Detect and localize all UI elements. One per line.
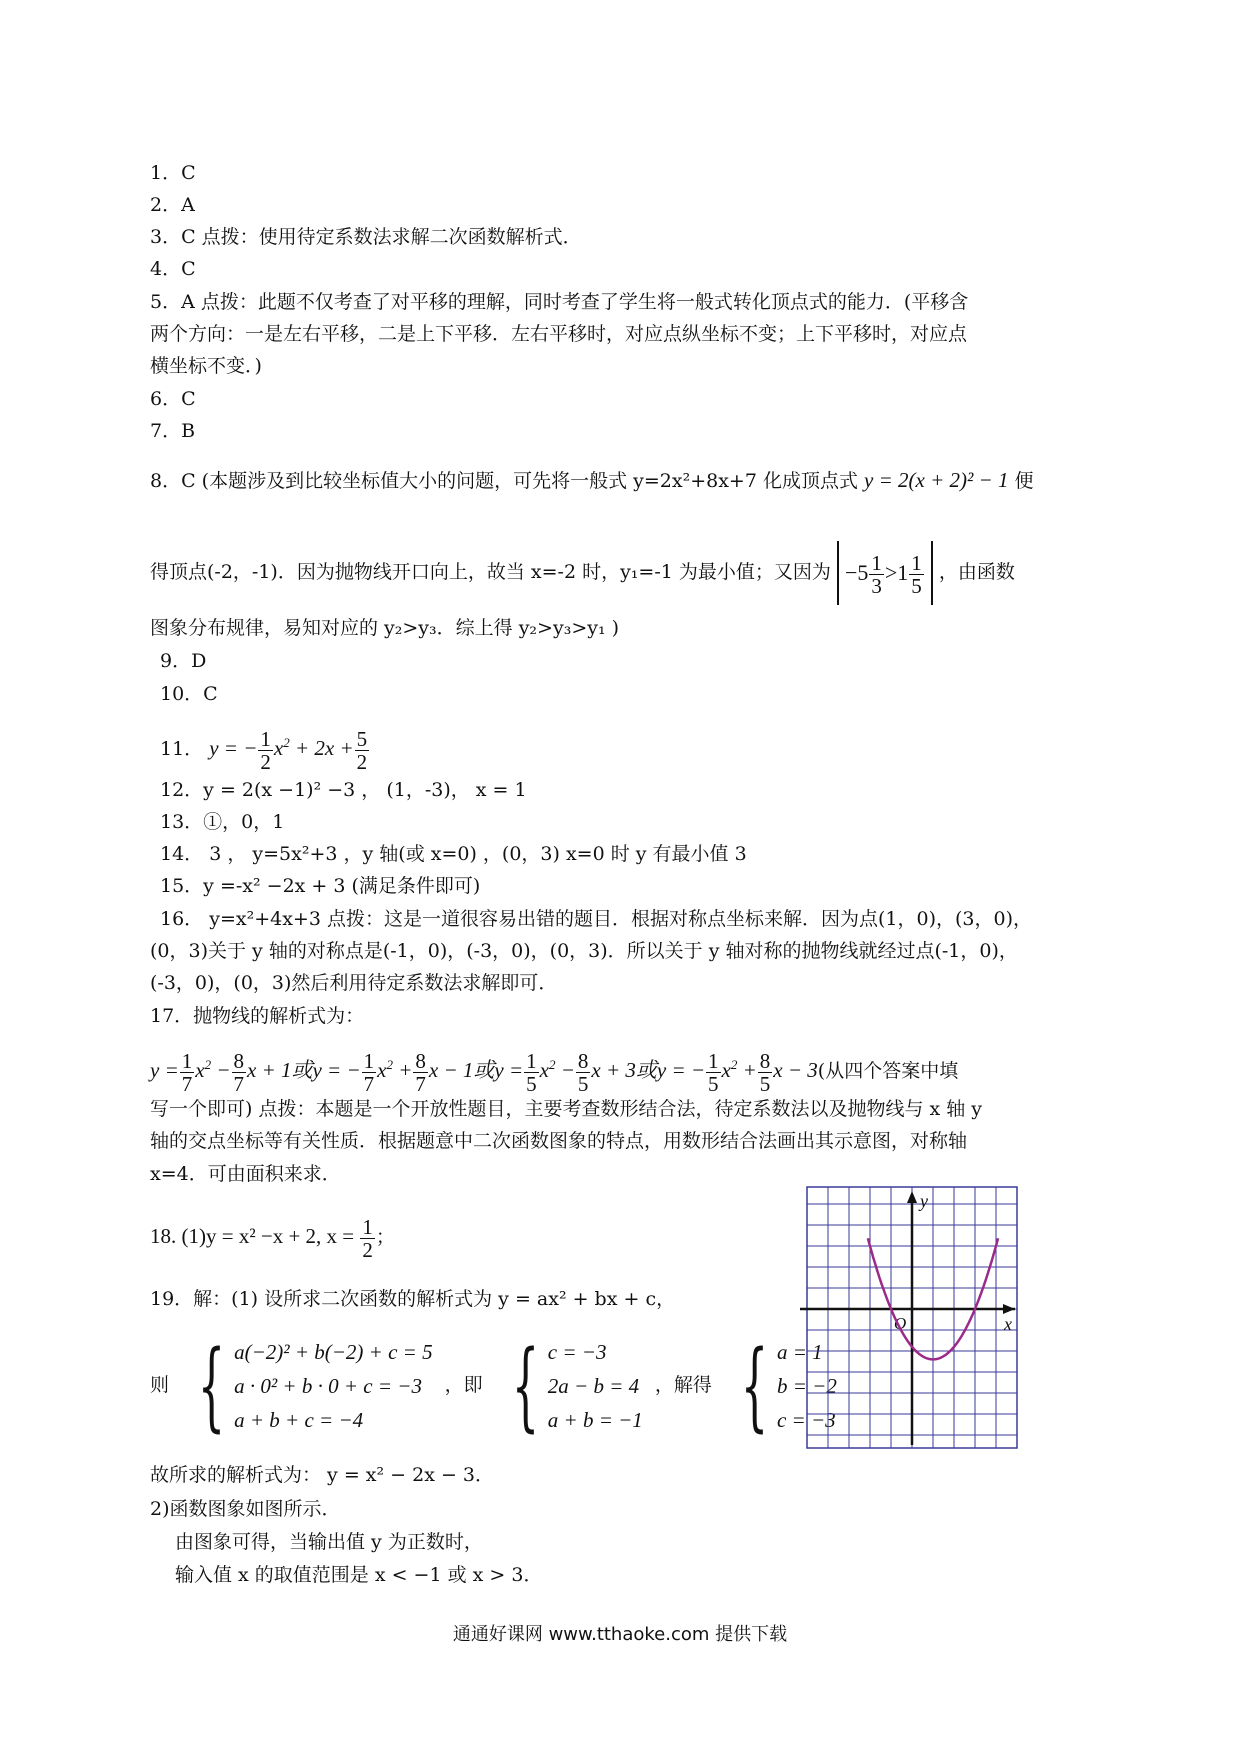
answer-19-line3: 由图象可得，当输出值 y 为正数时， <box>175 1531 483 1553</box>
answer-10: 10．C <box>160 683 218 705</box>
fraction-1-3: $\frac{1}{3}$ <box>871 551 882 599</box>
fraction-5-2: $\frac{5}{2}$ <box>356 726 368 774</box>
answer-3: 3．C 点拨：使用待定系数法求解二次函数解析式． <box>150 226 582 248</box>
answer-11: 11． y = − $\frac{1}{2}$ $x^2 + 2x$ + $\frac{5}{2}$ <box>160 726 368 774</box>
answer-17-line5: x=4．可由面积来求． <box>150 1163 341 1185</box>
answer-6: 6．C <box>150 388 196 410</box>
answer-9: 9．D <box>160 650 207 672</box>
y-axis-label: y <box>920 1191 928 1211</box>
answer-8-end: 便 <box>1014 470 1034 492</box>
answer-19-result: 故所求的解析式为： y = x² − 2x − 3． <box>150 1464 494 1486</box>
parabola-graph <box>800 1185 1020 1450</box>
answer-8-text2: 得顶点(-2，-1)．因为抛物线开口向上，故当 x=-2 时，y₁=-1 为最小值；又因为 <box>150 561 831 583</box>
answer-19-line1: 19．解：(1) 设所求二次函数的解析式为 y = ax² + bx + c， <box>150 1288 676 1310</box>
answer-17-line3: 写一个即可) 点拨：本题是一个开放性题目，主要考查数形结合法，待定系数法以及抛物线与 x 轴 y <box>150 1098 983 1120</box>
answer-8-end2: ，由函数 <box>938 561 1015 583</box>
answer-2: 2．A <box>150 194 195 216</box>
x-axis-arrow <box>1003 1304 1015 1314</box>
footer: 通通好课网 www.tthaoke.com 提供下载 <box>452 1624 788 1645</box>
answer-17-line1: 17．抛物线的解析式为： <box>150 1005 365 1027</box>
answer-1: 1．C <box>150 162 196 184</box>
answer-4: 4．C <box>150 258 196 280</box>
answer-8-line2 <box>150 541 1015 605</box>
answer-13: 13．①，0，1 <box>160 811 285 833</box>
answer-8-line1 <box>150 467 1034 494</box>
equation-system-3: { a = 1 b = −2 c = −3 <box>740 1330 837 1442</box>
x-axis-label: x <box>1004 1314 1012 1334</box>
answer-18: 18. (1)y = x² −x + 2, x = $\frac{1}{2}$ ； <box>150 1214 395 1262</box>
fraction-1-2b: $\frac{1}{2}$ <box>362 1214 373 1262</box>
answer-8-line3: 图象分布规律，易知对应的 y₂>y₃．综上得 y₂>y₃>y₁ ) <box>150 617 620 639</box>
answer-5-line3: 横坐标不变．) <box>150 355 262 377</box>
answer-5-line1: 5．A 点拨：此题不仅考查了对平移的理解，同时考查了学生将一般式转化顶点式的能力．(平移含 <box>150 291 969 313</box>
answer-16-line3: (-3，0)，(0，3)然后利用待定系数法求解即可． <box>150 972 558 994</box>
answer-16-line1: 16． y=x²+4x+3 点拨：这是一道很容易出错的题目．根据对称点坐标来解．因为点(1，0)，(3，0)， <box>160 908 1032 930</box>
equation-system-1: { a(−2)² + b(−2) + c = 5 a · 0² + b · 0 + c = −3 a + b + c = −4 <box>197 1330 433 1442</box>
vertex-form: y = 2(x + 2)² − 1 <box>864 468 1009 492</box>
answer-5-line2: 两个方向：一是左右平移，二是上下平移．左右平移时，对应点纵坐标不变；上下平移时，对应点 <box>150 323 968 345</box>
answer-19-systems: 则 { a(−2)² + b(−2) + c = 5 a · 0² + b · 0 + c = −3 a + b + c = −4 ，即 { c = −3 2a − b = 4 a + b = −1 ，解得 { a = 1 b = −2 c = −3 <box>150 1330 837 1442</box>
answer-17-formulas: y = $\frac{1}{7}$ $x^2$ − $\frac{8}{7}$ x + 1或y = − $\frac{1}{7}$ $x^2$ + $\frac{8}{7}$ x − 1或y = $\frac{1}{5}$ $x^2$ − $\frac{8}{5}$ x + 3或y = − $\frac{1}{5}$ $x^2$ + $\frac{8}{5}$ x − 3(从四个答案中填 <box>150 1048 959 1096</box>
answer-15: 15．y =-x² −2x + 3 (满足条件即可) <box>160 875 481 897</box>
answer-16-line2: (0，3)关于 y 轴的对称点是(-1，0)，(-3，0)，(0，3)．所以关于 y 轴对称的抛物线就经过点(-1，0)， <box>150 940 1018 962</box>
answer-17-line4: 轴的交点坐标等有关性质．根据题意中二次函数图象的特点，用数形结合法画出其示意图，对称轴 <box>150 1130 968 1152</box>
answer-19-part2: 2)函数图象如图所示． <box>150 1498 341 1520</box>
answer-17-tail: (从四个答案中填 <box>817 1060 959 1082</box>
answer-12: 12．y = 2(x −1)² −3 ， (1，-3)， x = 1 <box>160 779 527 801</box>
fraction-1-2: $\frac{1}{2}$ <box>260 726 271 774</box>
absolute-comparison: −5 $\frac{1}{3}$ >1 $\frac{1}{5}$ <box>837 541 933 605</box>
answer-19-line4: 输入值 x 的取值范围是 x < −1 或 x > 3． <box>175 1564 543 1586</box>
answer-8-text: 8．C (本题涉及到比较坐标值大小的问题，可先将一般式 y=2x²+8x+7 化成顶点式 <box>150 470 858 492</box>
origin-label: O <box>894 1314 907 1333</box>
answer-14: 14． 3 ， y=5x²+3 ，y 轴(或 x=0) ，(0，3) x=0 时 y 有最小值 3 <box>160 843 747 865</box>
answer-7: 7．B <box>150 420 196 442</box>
equation-system-2: { c = −3 2a − b = 4 a + b = −1 <box>511 1330 643 1442</box>
y-axis-arrow <box>907 1191 917 1203</box>
fraction-1-5: $\frac{1}{5}$ <box>911 551 922 599</box>
